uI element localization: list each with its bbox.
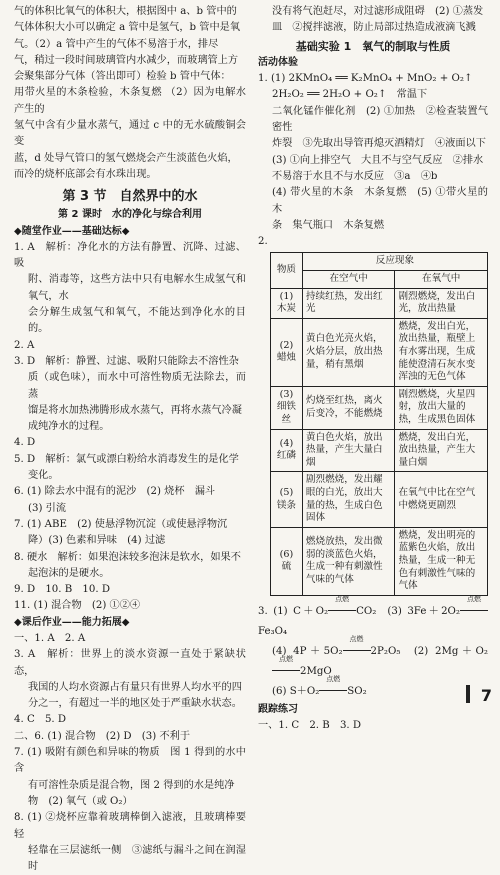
- answer-line: 成纯净水的过程。: [28, 421, 110, 433]
- arrow-condition: [272, 654, 300, 682]
- follow-up-answers: 一、1. C 2. B 3. D: [258, 720, 362, 731]
- text-line: 氢气中含有少量水蒸气，通过 c 中的无水硫酸铜会变: [14, 120, 246, 148]
- text-line: 会聚集部分气体（答出即可）检验 b 管中气体：: [14, 71, 231, 83]
- answer-line: 附、消毒等，这些方法中只有电解水生成氢气和氧气，水: [28, 274, 246, 302]
- equation-line: [258, 634, 488, 682]
- table-row: [271, 318, 488, 386]
- text-line: 蓝，d 处导气管口的氢气燃烧会产生淡蓝色火焰，: [14, 152, 238, 164]
- band-basic: ◆随堂作业——基础达标◆: [14, 225, 130, 237]
- answer-line: 9. D 10. B 10. D: [14, 584, 111, 596]
- table-row: [271, 527, 488, 595]
- answer-line: 2H₂O₂ ══ 2H₂O + O₂↑ 常温下: [272, 89, 428, 101]
- page-number-marker: [466, 685, 470, 703]
- answer-line: 馏是将水加热沸腾形成水蒸气，再将水蒸气冷凝: [28, 404, 242, 416]
- condition-label: 点燃: [279, 654, 293, 663]
- cell-oxygen: 燃烧，发出白光，放出热量，瓶壁上有水雾出现，生成能使澄清石灰水变浑浊的无色气体: [395, 318, 488, 386]
- header-oxygen: 在氧气中: [395, 271, 488, 289]
- follow-up-heading: 跟踪练习: [258, 703, 298, 715]
- text-line: 没有将气泡赶尽，对过滤形成阻碍 (2) ①蒸发: [272, 6, 484, 17]
- cell-oxygen: 剧烈燃烧，发出白光，放出热量: [395, 288, 488, 318]
- answer-line: 二、6. (1) 混合物 (2) D (3) 不利于: [14, 730, 191, 742]
- eq-rhs: CO₂: [356, 605, 377, 617]
- answers-basic: [14, 240, 246, 615]
- right-column: [258, 4, 488, 734]
- arrow-condition: [319, 674, 347, 702]
- cell-oxygen: 剧烈燃烧，火星四射，放出大量的热，生成黑色固体: [395, 386, 488, 429]
- condition-label: 点燃: [467, 594, 481, 603]
- table-row: [271, 288, 488, 318]
- header-air: 在空气中: [302, 271, 395, 289]
- answer-line: 不易溶于水且不与水反应 ③a ④b: [272, 170, 438, 182]
- cell-substance: (6) 硫: [271, 527, 303, 595]
- answers-advanced: [14, 631, 246, 875]
- cell-air: 燃烧放热，发出微弱的淡蓝色火焰，生成一种有刺激性气味的气体: [302, 527, 395, 595]
- answer-line: 8. (1) ②烧杯应靠着玻璃棒倒入滤液，且玻璃棒要轻: [14, 812, 246, 840]
- cell-substance: (3) 细铁丝: [271, 386, 303, 429]
- equation-line: [258, 594, 488, 642]
- answer-line: 4. D: [14, 437, 36, 449]
- answer-line: 5. D 解析：氯气或漂白粉给水消毒发生的是化学: [14, 453, 239, 465]
- answer-line: 分之一，有超过一半的地区处于严重缺水状态。: [28, 698, 242, 710]
- answer-line: 1. (1) 2KMnO₄ ══ K₂MnO₄ + MnO₂ + O₂↑: [258, 73, 473, 85]
- text-line: 皿 ②搅拌滤液，防止局部过热造成液滴飞溅: [272, 22, 476, 34]
- arrow-condition: [328, 594, 356, 622]
- answer-line: 二氧化锰作催化剂 (2) ①加热 ②检查装置气密性: [272, 105, 488, 134]
- equation-line: [258, 674, 488, 702]
- equations: [258, 594, 488, 702]
- eq-lhs: 3Fe＋2O₂: [407, 605, 460, 617]
- answer-line: 炸裂 ③先取出导管再熄灭酒精灯 ④液面以下: [272, 138, 486, 150]
- answer-line: 8. 硬水 解析：如果泡沫较多泡沫是软水，如果不: [14, 551, 241, 563]
- eq-rhs: 2MgO: [300, 665, 332, 677]
- table-row: [271, 429, 488, 472]
- cell-substance: (2) 蜡烛: [271, 318, 303, 386]
- arrow-condition: [343, 634, 371, 662]
- answer-line: 7. (1) 吸附有颜色和异味的物质 图 1 得到的水中含: [14, 747, 246, 775]
- answer-line: (4) 带火星的木条 木条复燃 (5) ①带火星的木: [272, 187, 488, 215]
- answer-line: 轻靠在三层滤纸一侧 ③滤纸与漏斗之间在润湿时: [28, 844, 246, 873]
- experiment-answers: [258, 71, 488, 234]
- table-subheader-row: [271, 271, 488, 289]
- eq-lhs: S＋O₂: [289, 685, 320, 697]
- cell-air: 持续红热，发出红光: [302, 288, 395, 318]
- cell-air: 黄白色光亮火焰，火焰分层，放出热量，稍有黑烟: [302, 318, 395, 386]
- intro-block: [14, 4, 246, 183]
- answer-line: 3. A 解析：世界上的淡水资源一直处于紧缺状态，: [14, 649, 246, 677]
- answer-line: 6. (1) 除去水中混有的泥沙 (2) 烧杯 漏斗: [14, 486, 216, 498]
- table-row: [271, 472, 488, 527]
- cell-substance: (1) 木炭: [271, 288, 303, 318]
- answer-line: 1. A 解析：净化水的方法有静置、沉降、过滤、吸: [14, 241, 246, 270]
- eq-label: (6): [272, 685, 287, 697]
- cell-air: 灼烧至红热，离火后变冷，不能燃烧: [302, 386, 395, 429]
- section-title: 第 3 节 自然界中的水: [62, 189, 198, 205]
- answer-line: 会分解生成氢气和氧气，不能达到净化水的目的。: [28, 307, 246, 335]
- text-line: 气的体积比氧气的体积大，根据图中 a、b 管中的: [14, 6, 237, 17]
- eq-rhs: Fe₃O₄: [258, 625, 288, 637]
- answer-line: 有可溶性杂质是混合物，图 2 得到的水是纯净: [28, 779, 235, 791]
- answer-line: 11. (1) 混合物 (2) ①②④: [14, 600, 141, 612]
- cell-air: 剧烈燃烧，发出耀眼的白光，放出大量的热，生成白色固体: [302, 472, 395, 527]
- eq-rhs: SO₂: [347, 685, 367, 697]
- cell-oxygen: 燃烧，发出白光，放出热量，产生大量白烟: [395, 429, 488, 472]
- answer-line: 质（或色味），而水中可溶性物质无法除去，而蒸: [28, 372, 246, 400]
- answer-line: (3) ①向上排空气 大且不与空气反应 ②排水: [272, 154, 484, 166]
- header-reaction: 反应现象: [302, 253, 487, 271]
- answer-line: 一、1. A 2. A: [14, 632, 86, 644]
- q3-label: 3. (1): [258, 605, 288, 617]
- cell-oxygen: 燃烧，发出明亮的蓝紫色火焰，放出热量，生成一种无色有刺激性气味的气体: [395, 527, 488, 595]
- page-number: 7: [480, 686, 492, 705]
- answer-line: 条 集气瓶口 木条复燃: [272, 219, 385, 231]
- eq-lhs: 2Mg＋O₂: [434, 645, 488, 657]
- eq-label: (4): [272, 645, 287, 657]
- header-substance: 物质: [271, 253, 303, 288]
- text-line: 气。（2）a 管中产生的气体不易溶于水，排尽: [14, 38, 219, 50]
- cell-air: 黄白色火焰，放出热量，产生大量白烟: [302, 429, 395, 472]
- eq-rhs: 2P₂O₅: [370, 645, 401, 657]
- experiment-title: 基础实验 1 氧气的制取与性质: [295, 39, 451, 53]
- lesson-title: 第 2 课时 水的净化与综合利用: [58, 209, 202, 221]
- text-line: 用带火星的木条检验，木条复燃 （2）因为电解水产生的: [14, 87, 246, 115]
- activity-heading: 活动体验: [258, 56, 298, 68]
- band-advanced: ◆课后作业——能力拓展◆: [14, 616, 130, 628]
- answer-line: 降）(3) 色素和异味 (4) 过滤: [28, 535, 166, 547]
- reaction-table: [270, 252, 488, 595]
- q2-label: 2.: [258, 236, 268, 248]
- text-line: 气体体积大小可以确定 a 管中是氢气，b 管中是氧: [14, 22, 241, 34]
- condition-label: 点燃: [326, 674, 341, 683]
- answer-line: 物 (2) 氧气（或 O₂）: [28, 795, 133, 807]
- condition-label: 点燃: [349, 634, 364, 643]
- answer-line: 变化。: [28, 470, 59, 482]
- answer-line: 起泡沫的是硬水。: [28, 567, 110, 579]
- eq-lhs: C＋O₂: [293, 605, 329, 617]
- answer-line: (3) 引流: [28, 502, 67, 514]
- cell-oxygen: 在氧气中比在空气中燃烧更剧烈: [395, 472, 488, 527]
- answer-line: 3. D 解析：静置、过滤、吸附只能除去不溶性杂: [14, 355, 239, 367]
- arrow-condition: [460, 594, 488, 622]
- table-header-row: [271, 253, 488, 271]
- text-line: 气，稍过一段时间玻璃管内水减少，而玻璃管上方: [14, 54, 239, 66]
- eq-label: (3): [387, 605, 402, 617]
- table-row: [271, 386, 488, 429]
- left-column: [14, 4, 246, 875]
- cell-substance: (4) 红磷: [271, 429, 303, 472]
- eq-lhs: 4P＋5O₂: [293, 645, 343, 657]
- cell-substance: (5) 镁条: [271, 472, 303, 527]
- condition-label: 点燃: [335, 594, 350, 603]
- answer-line: 7. (1) ABE (2) 使悬浮物沉淀（或使悬浮物沉: [14, 518, 228, 530]
- answer-line: 我国的人均水资源占有量只有世界人均水平的四: [28, 681, 242, 693]
- answer-line: 4. C 5. D: [14, 714, 67, 726]
- text-line: 而冷的烧杯底部会有水珠出现。: [14, 168, 157, 180]
- eq-label: (2): [413, 645, 429, 657]
- answer-line: 2. A: [14, 339, 35, 351]
